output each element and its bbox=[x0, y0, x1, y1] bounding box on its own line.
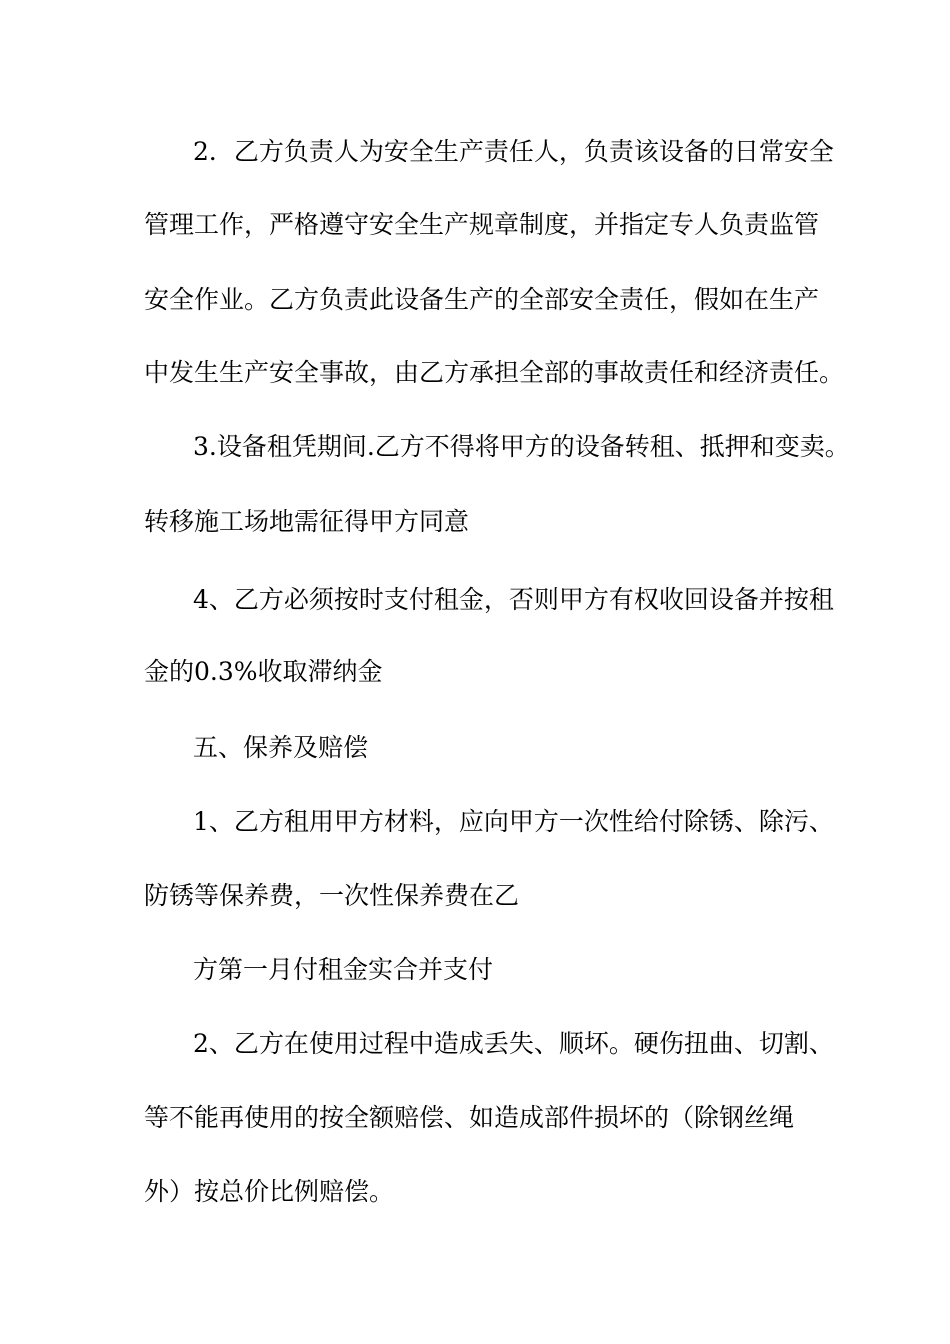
paragraph-line: 3.设备租凭期间.乙方不得将甲方的设备转租、抵押和变卖。 bbox=[193, 432, 850, 461]
paragraph-line: 等不能再使用的按全额赔偿、如造成部件损坏的（除钢丝绳 bbox=[144, 1103, 795, 1132]
paragraph-line: 中发生生产安全事故，由乙方承担全部的事故责任和经济责任。 bbox=[144, 358, 845, 387]
section-heading: 五、保养及赔偿 bbox=[193, 733, 369, 762]
paragraph-line: 安全作业。乙方负责此设备生产的全部安全责任，假如在生产 bbox=[144, 285, 820, 314]
paragraph-line: 4、乙方必须按时支付租金，否则甲方有权收回设备并按租 bbox=[193, 585, 834, 614]
paragraph-line: 方第一月付租金实合并支付 bbox=[193, 955, 494, 984]
paragraph-line: 金的0.3%收取滞纳金 bbox=[144, 657, 383, 686]
paragraph-line: 外）按总价比例赔偿。 bbox=[144, 1177, 395, 1206]
paragraph-line: 防锈等保养费，一次性保养费在乙 bbox=[144, 881, 520, 910]
paragraph-line: 管理工作，严格遵守安全生产规章制度，并指定专人负责监管 bbox=[144, 210, 820, 239]
paragraph-line: 2．乙方负责人为安全生产责任人，负责该设备的日常安全 bbox=[193, 137, 834, 166]
paragraph-line: 转移施工场地需征得甲方同意 bbox=[144, 507, 470, 536]
paragraph-line: 2、乙方在使用过程中造成丢失、顺坏。硬伤扭曲、切割、 bbox=[193, 1029, 834, 1058]
paragraph-line: 1、乙方租用甲方材料，应向甲方一次性给付除锈、除污、 bbox=[193, 807, 834, 836]
